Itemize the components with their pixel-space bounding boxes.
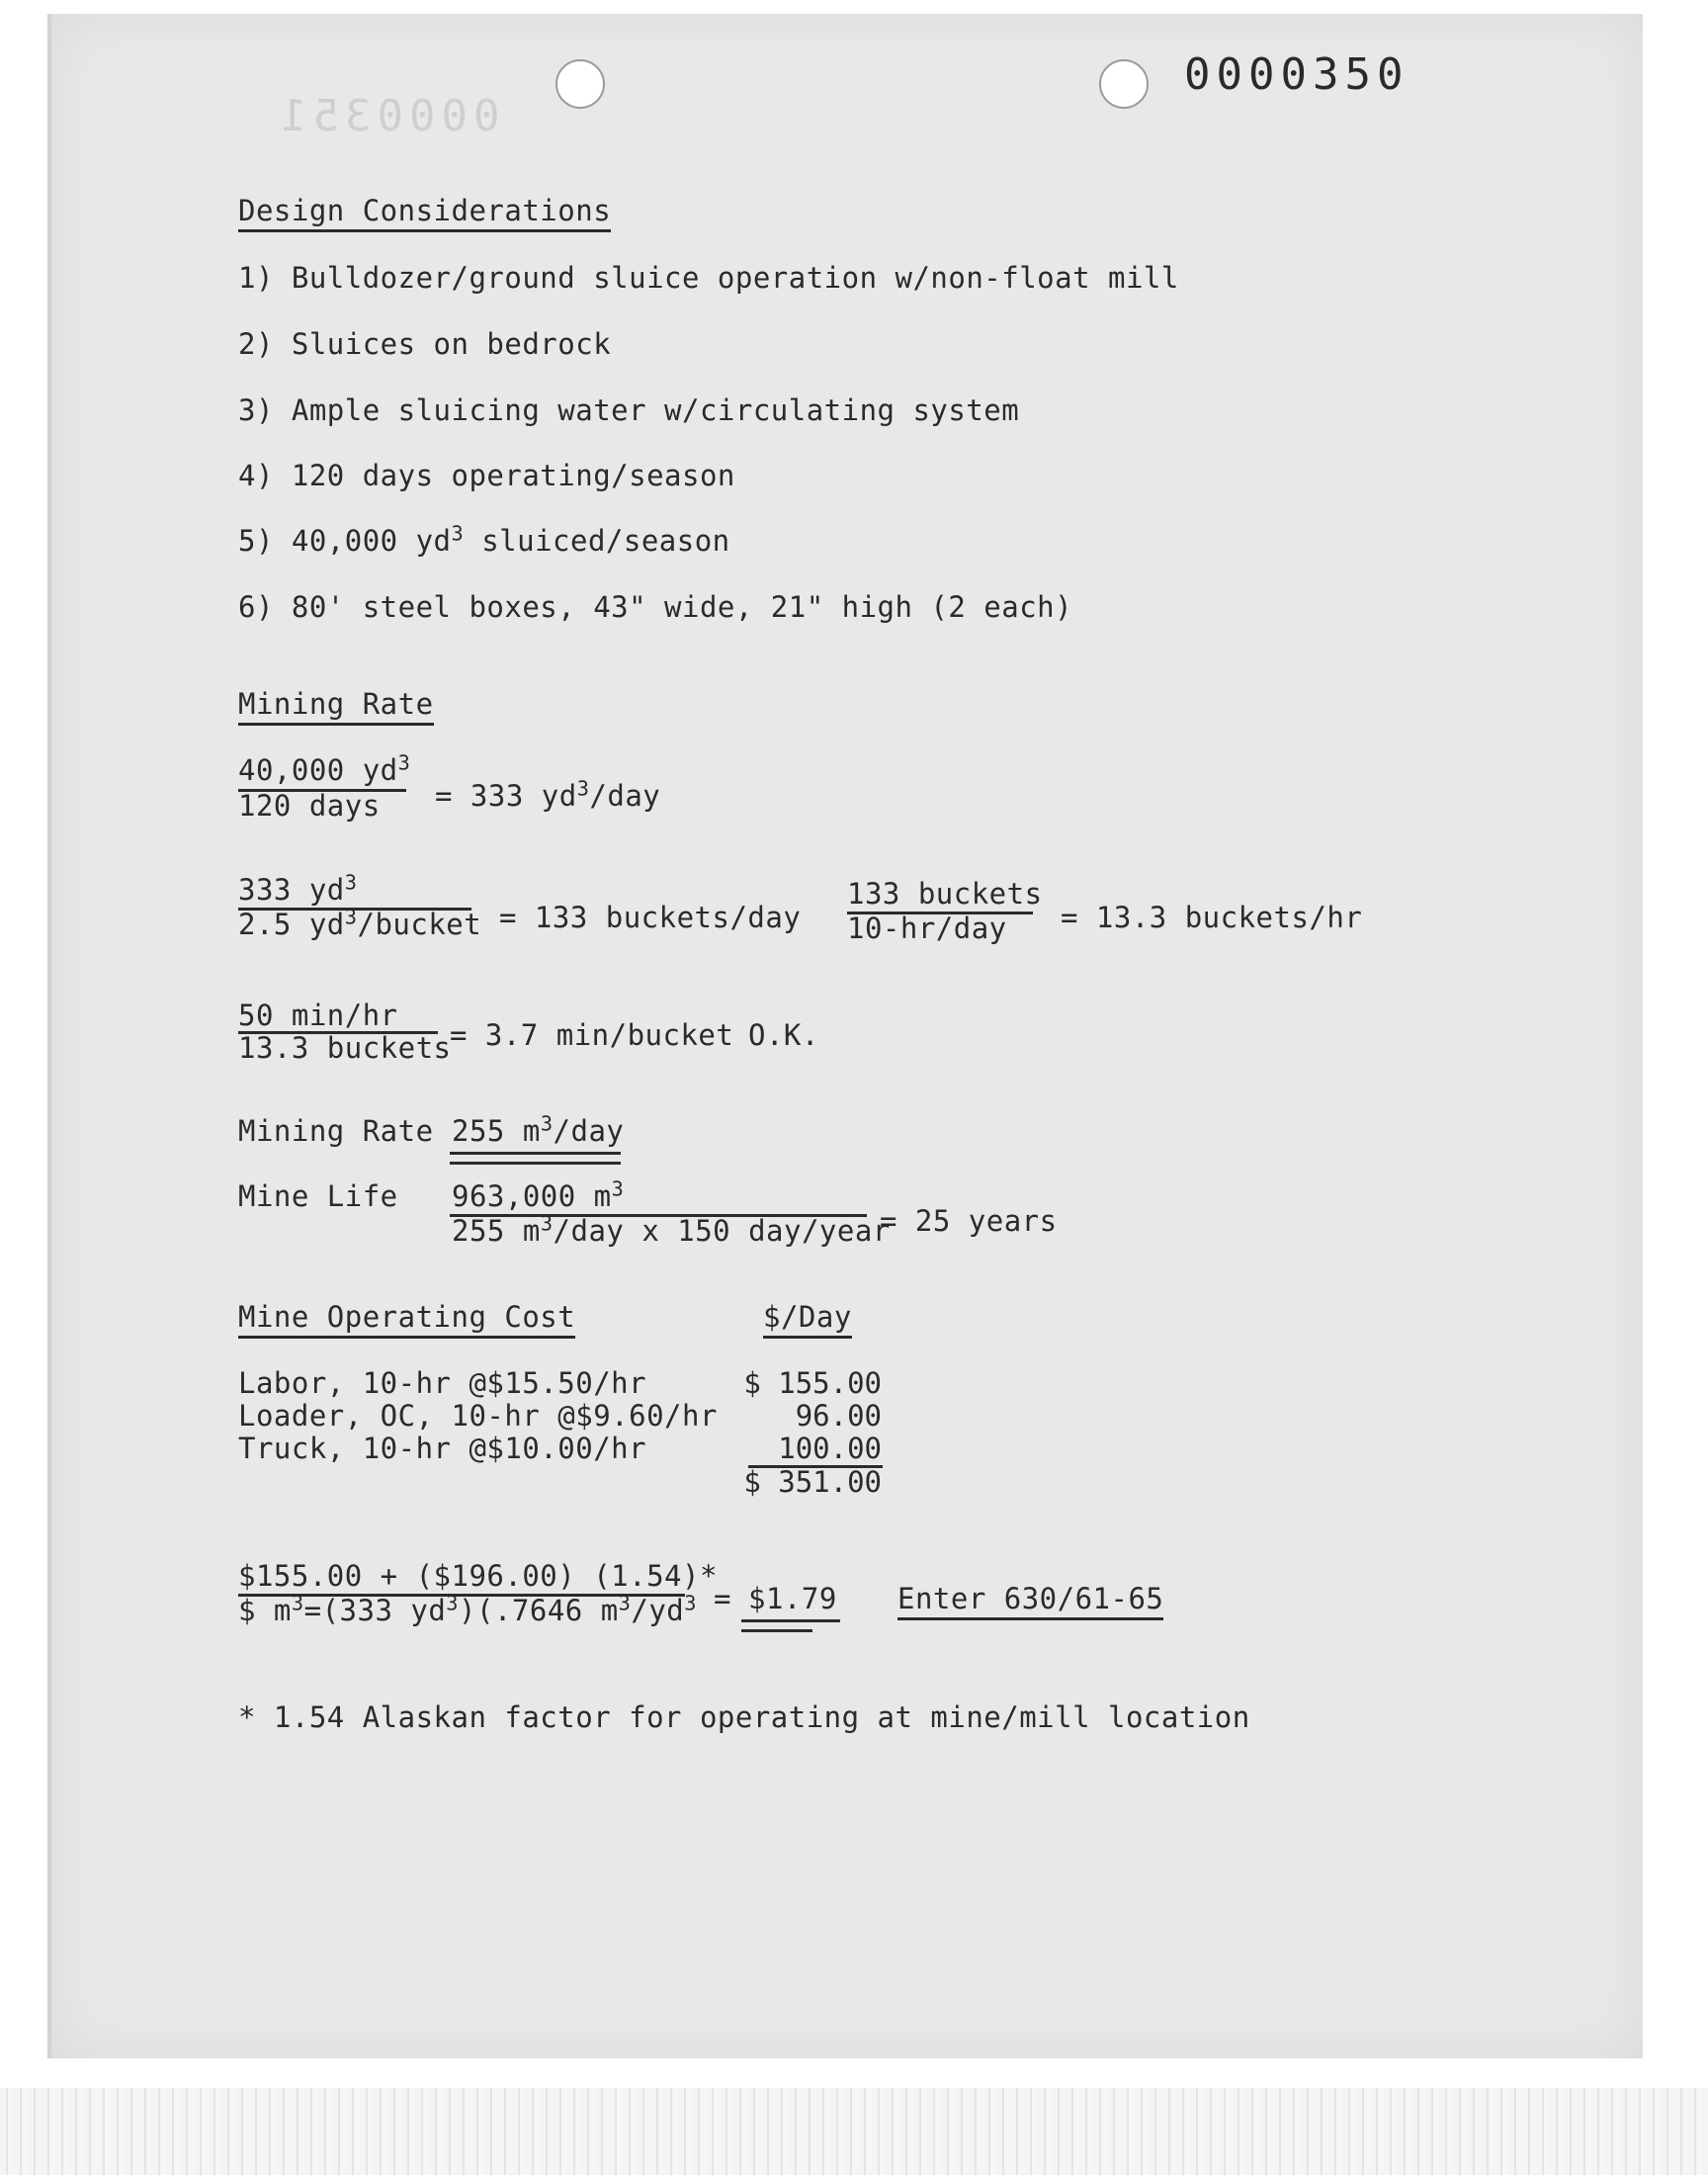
- punch-hole: [555, 59, 605, 109]
- fraction-numerator: 40,000 $yd^3$: [238, 750, 411, 787]
- bleed-through-number: 0000351: [275, 91, 500, 141]
- footnote: * 1.54 Alaskan factor for operating at mine/mill location: [238, 1700, 1250, 1734]
- fraction-numerator: $155.00 + ($196.00) (1.54)*: [238, 1559, 718, 1593]
- double-underline: [741, 1619, 840, 1622]
- design-item: 5) 40,000 $yd^3$ sluiced/season: [238, 521, 730, 558]
- fraction-result: = 3.7 min/bucket: [450, 1018, 734, 1052]
- cost-column-heading: $/Day: [763, 1300, 852, 1339]
- fraction-result: = 13.3 buckets/hr: [1061, 901, 1363, 934]
- fraction-numerator: 963,000 $m^3$: [452, 1176, 625, 1213]
- unit-cost-result: $1.79: [748, 1582, 837, 1615]
- fraction-denominator: 13.3 buckets: [238, 1031, 452, 1065]
- design-item: 6) 80' steel boxes, 43" wide, 21" high (2 each): [238, 590, 1073, 624]
- cost-row-value: 96.00: [795, 1399, 882, 1433]
- fraction-numerator: 333 $yd^3$: [238, 870, 358, 907]
- punch-hole: [1099, 59, 1149, 109]
- cost-row-value: 100.00: [778, 1432, 882, 1465]
- fraction-result: = 25 years: [880, 1204, 1058, 1238]
- equals-sign: =: [714, 1582, 731, 1615]
- cost-row-label: Loader, OC, 10-hr @$9.60/hr: [238, 1399, 718, 1433]
- fraction-result: = 333 $yd^3$/day: [435, 776, 661, 813]
- double-underline: [450, 1162, 621, 1165]
- fraction-denominator: 10-hr/day: [847, 912, 1007, 945]
- cost-row-label: Labor, 10-hr @$15.50/hr: [238, 1366, 647, 1400]
- cost-heading: Mine Operating Cost: [238, 1300, 575, 1339]
- cost-row-label: Truck, 10-hr @$10.00/hr: [238, 1432, 647, 1465]
- design-item: 3) Ample sluicing water w/circulating system: [238, 393, 1020, 427]
- entry-note: Enter 630/61-65: [897, 1582, 1163, 1620]
- fraction-numerator: 50 min/hr: [238, 999, 398, 1032]
- design-item: 1) Bulldozer/ground sluice operation w/non-float mill: [238, 261, 1179, 295]
- mining-rate-heading: Mining Rate: [238, 687, 434, 726]
- cost-row-value: $ 155.00: [743, 1366, 882, 1400]
- mining-rate-label: Mining Rate: [238, 1114, 434, 1148]
- double-underline: [450, 1152, 621, 1155]
- ok-note: O.K.: [748, 1018, 819, 1052]
- design-item: 2) Sluices on bedrock: [238, 327, 612, 361]
- fraction-result: = 133 buckets/day: [499, 901, 802, 934]
- double-underline: [741, 1629, 812, 1632]
- design-item: 4) 120 days operating/season: [238, 459, 735, 492]
- fraction-numerator: 133 buckets: [847, 877, 1043, 911]
- mine-life-label: Mine Life: [238, 1179, 398, 1213]
- fraction-denominator: 120 days: [238, 789, 381, 823]
- fraction-denominator: 2.5 $yd^3$/bucket: [238, 905, 482, 941]
- scan-edge: [0, 2088, 1708, 2175]
- fraction-denominator: 255 $m^3$/day x 150 day/year: [452, 1211, 891, 1248]
- cost-total: $ 351.00: [743, 1465, 882, 1499]
- page-number-stamp: 0000350: [1184, 49, 1409, 100]
- fraction-denominator: $ $m^3=(333$ $yd^3)(.7646$ $m^3/yd^3$: [238, 1591, 697, 1627]
- design-heading: Design Considerations: [238, 194, 611, 232]
- mining-rate-value: 255 $m^3$/day: [452, 1111, 625, 1148]
